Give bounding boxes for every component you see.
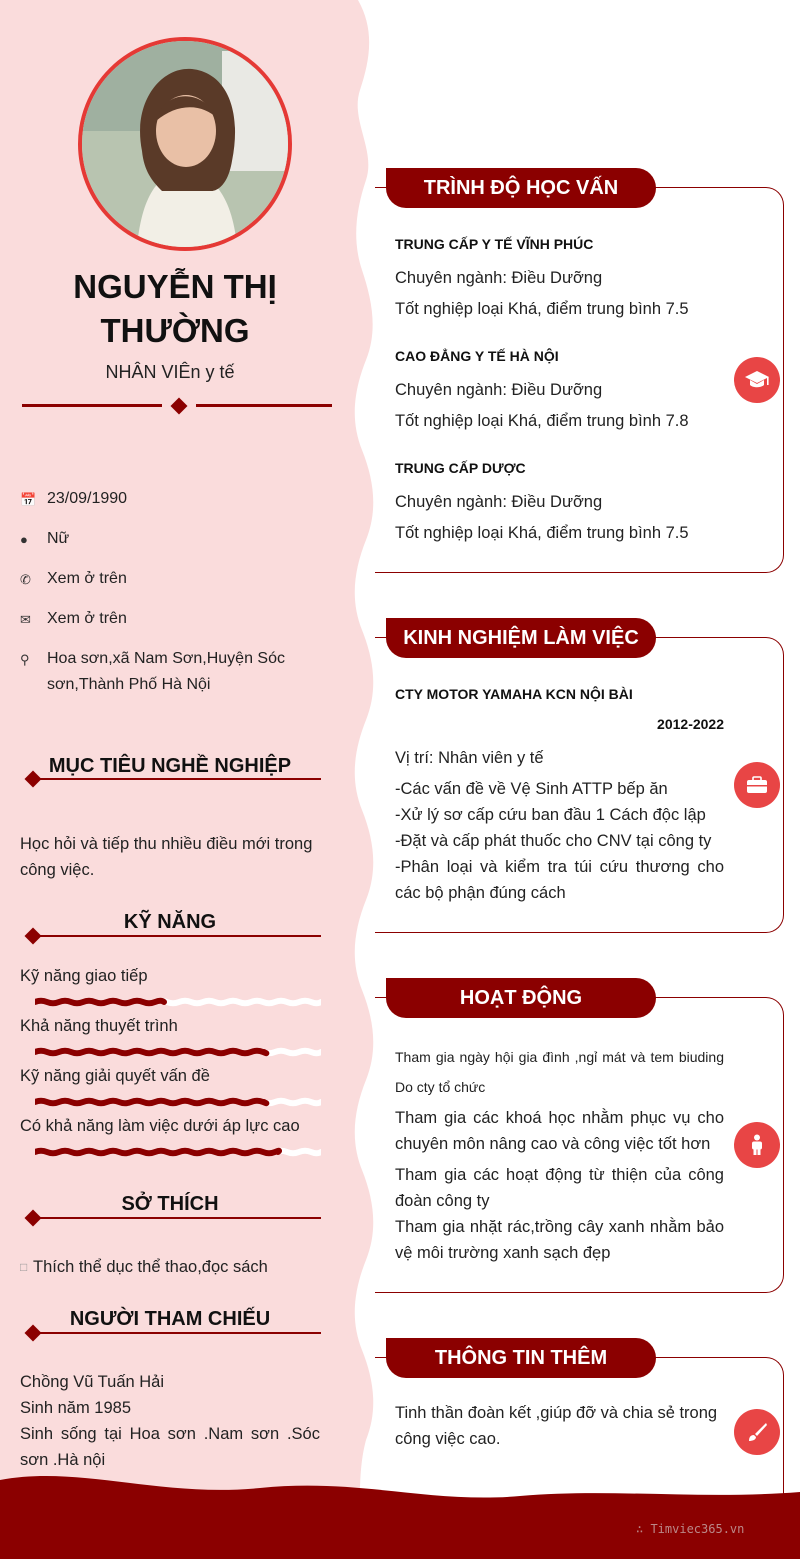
school-result: Tốt nghiệp loại Khá, điểm trung bình 7.8 xyxy=(395,412,689,430)
gender-value: Nữ xyxy=(47,530,70,547)
work-period: 2012-2022 xyxy=(657,716,724,732)
email-value: Xem ở trên xyxy=(47,610,127,627)
objective-title: MỤC TIÊU NGHỀ NGHIỆP xyxy=(48,755,292,777)
brush-icon xyxy=(734,1409,780,1455)
email-row xyxy=(20,606,320,633)
skill-bar xyxy=(35,996,321,1008)
user-icon: ● xyxy=(20,532,28,547)
birthdate-row xyxy=(20,486,320,513)
school-major: Chuyên ngành: Điều Dưỡng xyxy=(395,493,603,511)
watermark: ∴ Timviec365.vn xyxy=(636,1522,745,1536)
job-title: NHÂN VIÊn y tế xyxy=(105,362,235,382)
address-value: Hoa sơn,xã Nam Sơn,Huyện Sóc sơn,Thành Phố Hà Nội xyxy=(47,650,285,693)
company-name: CTY MOTOR YAMAHA KCN NỘI BÀI xyxy=(395,686,633,702)
skill-label: Có khả năng làm việc dưới áp lực cao xyxy=(20,1117,300,1135)
reference-line: Chồng Vũ Tuấn Hải xyxy=(20,1373,165,1391)
profile-photo xyxy=(82,41,288,247)
education-title: TRÌNH ĐỘ HỌC VẤN xyxy=(386,168,656,208)
skill-bar-fill xyxy=(35,1051,266,1054)
school-result: Tốt nghiệp loại Khá, điểm trung bình 7.5 xyxy=(395,524,689,542)
phone-row xyxy=(20,566,320,593)
phone-icon: ✆ xyxy=(20,572,31,587)
name-divider-left xyxy=(22,404,162,407)
references-title: NGƯỜI THAM CHIẾU xyxy=(69,1308,271,1330)
hobbies-underline xyxy=(33,1217,321,1219)
phone-value: Xem ở trên xyxy=(47,570,127,587)
skill-bar xyxy=(35,1146,321,1158)
map-pin-icon: ⚲ xyxy=(20,652,30,667)
activity-item: Tham gia nhặt rác,trồng cây xanh nhằm bảo vệ môi trường xanh sạch đẹp xyxy=(395,1218,724,1262)
school-name: CAO ĐẲNG Y TẾ HÀ NỘI xyxy=(395,348,559,364)
school-major: Chuyên ngành: Điều Dưỡng xyxy=(395,269,603,287)
work-duty: -Xử lý sơ cấp cứu ban đầu 1 Cách độc lập xyxy=(395,806,706,824)
calendar-icon: 📅 xyxy=(20,492,37,507)
work-duty: -Đặt và cấp phát thuốc cho CNV tại công ty xyxy=(395,832,712,850)
person-icon xyxy=(734,1122,780,1168)
experience-title: KINH NGHIỆM LÀM VIỆC xyxy=(386,618,656,658)
work-duty: -Phân loại và kiểm tra túi cứu thương cho các bộ phận đúng cách xyxy=(395,858,724,902)
email-icon: ✉ xyxy=(20,612,31,627)
work-position: Vị trí: Nhân viên y tế xyxy=(395,749,544,767)
address-row xyxy=(20,646,320,698)
objective-text: Học hỏi và tiếp thu nhiều điều mới trong công việc. xyxy=(20,835,313,879)
reference-line: Sinh năm 1985 xyxy=(20,1399,131,1417)
bullet-icon: □ xyxy=(20,1260,28,1274)
school-major: Chuyên ngành: Điều Dưỡng xyxy=(395,381,603,399)
additional-text: Tinh thần đoàn kết ,giúp đỡ và chia sẻ trong công việc cao. xyxy=(395,1404,718,1448)
additional-title: THÔNG TIN THÊM xyxy=(386,1338,656,1378)
skills-underline xyxy=(33,935,321,937)
activity-item: Tham gia các hoạt động từ thiện của công đoàn công ty xyxy=(395,1166,724,1210)
skill-bar xyxy=(35,1096,321,1108)
hobbies-text: Thích thể dục thể thao,đọc sách xyxy=(33,1258,268,1276)
school-name: TRUNG CẤP DƯỢC xyxy=(395,460,526,476)
work-duty: -Các vấn đề về Vệ Sinh ATTP bếp ăn xyxy=(395,780,668,798)
school-result: Tốt nghiệp loại Khá, điểm trung bình 7.5 xyxy=(395,300,689,318)
skills-title: KỸ NĂNG xyxy=(123,911,217,933)
candidate-name: NGUYỄN THỊ THƯỜNG xyxy=(73,268,277,349)
skill-label: Khả năng thuyết trình xyxy=(20,1017,178,1035)
birthdate-value: 23/09/1990 xyxy=(47,490,128,507)
skill-bar xyxy=(35,1046,321,1058)
activities-title: HOẠT ĐỘNG xyxy=(386,978,656,1018)
skill-bar-fill xyxy=(35,1151,279,1154)
graduation-cap-icon xyxy=(734,357,780,403)
gender-row xyxy=(20,526,320,553)
objective-underline xyxy=(33,778,321,780)
avatar xyxy=(78,37,292,251)
skill-bar-fill xyxy=(35,1101,266,1104)
hobbies-row xyxy=(20,1254,325,1280)
skill-bar-fill xyxy=(35,1001,164,1004)
hobbies-title: SỞ THÍCH xyxy=(121,1193,219,1215)
activity-item: Tham gia các khoá học nhằm phục vụ cho chuyên môn nâng cao và công việc tốt hơn xyxy=(395,1109,724,1153)
activity-item: Tham gia ngày hội gia đình ,ngỉ mát và tem biuding Do cty tổ chức xyxy=(395,1049,724,1095)
skill-label: Kỹ năng giải quyết vấn đề xyxy=(20,1067,210,1085)
skill-label: Kỹ năng giao tiếp xyxy=(20,967,148,985)
references-underline xyxy=(33,1332,321,1334)
reference-line: Sinh sống tại Hoa sơn .Nam sơn .Sóc sơn .Hà nội xyxy=(20,1425,320,1469)
briefcase-icon xyxy=(734,762,780,808)
school-name: TRUNG CẤP Y TẾ VĨNH PHÚC xyxy=(395,236,594,252)
name-divider-right xyxy=(196,404,332,407)
